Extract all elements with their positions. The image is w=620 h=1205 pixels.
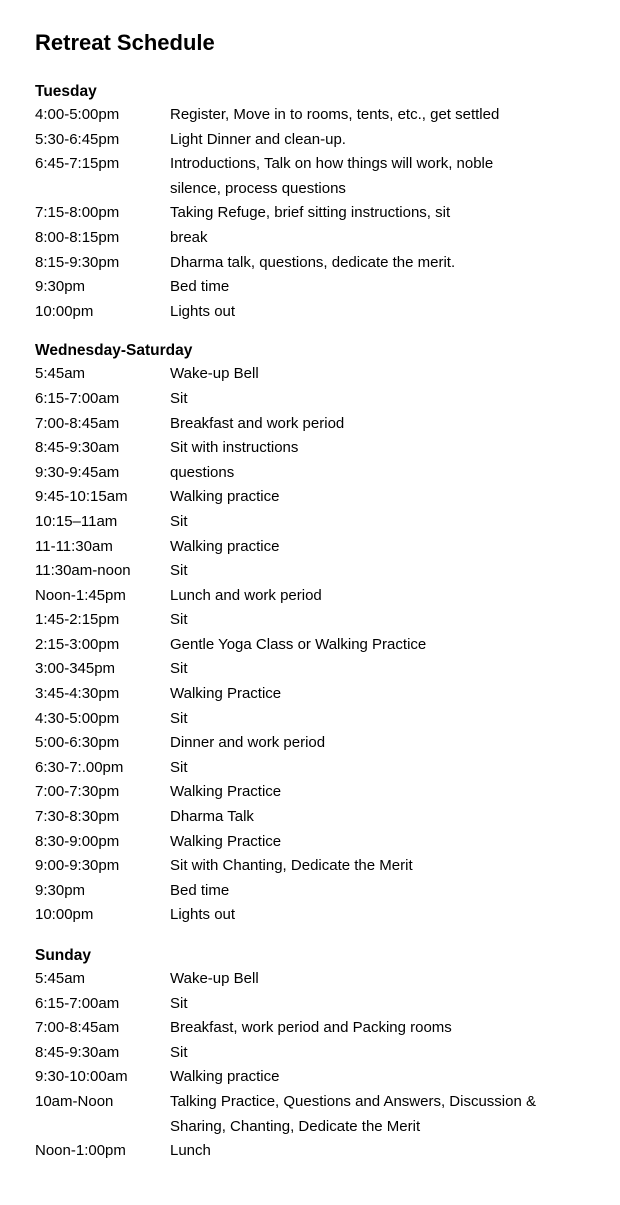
schedule-activity: Walking Practice — [170, 832, 282, 850]
schedule-row — [35, 226, 605, 251]
schedule-sections — [35, 81, 605, 1164]
schedule-activity: Lunch and work period — [170, 586, 322, 604]
schedule-time: 7:00-8:45am — [35, 414, 120, 432]
schedule-activity: questions — [170, 463, 235, 481]
schedule-time: 9:30-10:00am — [35, 1068, 128, 1086]
schedule-activity: Walking practice — [170, 488, 280, 506]
schedule-activity: Walking Practice — [170, 783, 282, 801]
schedule-row — [35, 1065, 605, 1090]
schedule-time: 4:30-5:00pm — [35, 709, 120, 727]
schedule-time: 8:30-9:00pm — [35, 832, 120, 850]
schedule-activity: Sit — [170, 660, 188, 678]
schedule-row — [35, 657, 605, 682]
schedule-row — [35, 535, 605, 560]
schedule-time: 6:15-7:00am — [35, 994, 120, 1012]
schedule-row — [35, 879, 605, 904]
schedule-time: 3:00-345pm — [35, 660, 116, 678]
schedule-activity: Sit — [170, 758, 188, 776]
schedule-activity: Sit — [170, 389, 188, 407]
schedule-activity: break — [170, 228, 208, 246]
schedule-row — [35, 992, 605, 1017]
schedule-row — [35, 559, 605, 584]
schedule-time: 5:00-6:30pm — [35, 734, 120, 752]
schedule-activity: Dharma Talk — [170, 808, 254, 826]
schedule-row — [35, 510, 605, 535]
schedule-section — [35, 945, 605, 1164]
schedule-time: 9:45-10:15am — [35, 488, 128, 506]
schedule-row — [35, 436, 605, 461]
schedule-activity: Lights out — [170, 906, 236, 924]
schedule-activity: Walking practice — [170, 1068, 280, 1086]
schedule-time: 11:30am-noon — [35, 562, 131, 580]
schedule-activity: Wake-up Bell — [170, 365, 259, 383]
schedule-activity: Walking practice — [170, 537, 280, 555]
schedule-time: 6:15-7:00am — [35, 389, 120, 407]
schedule-row — [35, 362, 605, 387]
schedule-row — [35, 128, 605, 153]
schedule-time: 5:45am — [35, 365, 86, 383]
schedule-activity: Breakfast, work period and Packing rooms — [170, 1019, 452, 1037]
schedule-time: 9:30-9:45am — [35, 463, 120, 481]
schedule-time: 8:00-8:15pm — [35, 228, 120, 246]
schedule-row — [35, 830, 605, 855]
section-heading: Wednesday-Saturday — [35, 342, 193, 360]
schedule-activity: Lights out — [170, 302, 236, 320]
schedule-row — [35, 633, 605, 658]
schedule-row — [35, 387, 605, 412]
page-title: Retreat Schedule — [35, 30, 215, 55]
schedule-time: 5:30-6:45pm — [35, 130, 120, 148]
schedule-activity: Sit — [170, 1043, 188, 1061]
schedule-row — [35, 1016, 605, 1041]
schedule-row — [35, 251, 605, 276]
schedule-row — [35, 1090, 605, 1139]
schedule-time: 1:45-2:15pm — [35, 611, 120, 629]
schedule-time: 8:45-9:30am — [35, 439, 120, 457]
schedule-time: 7:00-8:45am — [35, 1019, 120, 1037]
schedule-activity: Talking Practice, Questions and Answers, Discussion & Sharing, Chanting, Dedicate the Merit — [170, 1092, 536, 1135]
schedule-activity: Dharma talk, questions, dedicate the merit. — [170, 253, 456, 271]
schedule-row — [35, 903, 605, 928]
schedule-activity: Bed time — [170, 278, 230, 296]
schedule-row — [35, 103, 605, 128]
schedule-row — [35, 1041, 605, 1066]
schedule-activity: Introductions, Talk on how things will work, noble silence, process questions — [170, 155, 494, 197]
schedule-time: 8:15-9:30pm — [35, 253, 120, 271]
schedule-row — [35, 412, 605, 437]
schedule-time: Noon-1:45pm — [35, 586, 126, 604]
schedule-row — [35, 584, 605, 609]
schedule-time: 10:15–11am — [35, 512, 118, 530]
schedule-activity: Sit — [170, 994, 188, 1012]
schedule-row — [35, 608, 605, 633]
section-heading: Sunday — [35, 947, 91, 964]
schedule-time: 7:00-7:30pm — [35, 783, 120, 801]
schedule-activity: Bed time — [170, 881, 230, 899]
section-heading: Tuesday — [35, 83, 97, 100]
schedule-document — [35, 28, 605, 1164]
schedule-row — [35, 854, 605, 879]
schedule-activity: Lunch — [170, 1142, 211, 1160]
schedule-row — [35, 682, 605, 707]
schedule-time: Noon-1:00pm — [35, 1142, 126, 1160]
schedule-time: 6:30-7:.00pm — [35, 758, 124, 776]
schedule-activity: Register, Move in to rooms, tents, etc., get settled — [170, 106, 500, 123]
schedule-activity: Taking Refuge, brief sitting instructions, sit — [170, 204, 451, 222]
schedule-activity: Light Dinner and clean-up. — [170, 130, 346, 148]
schedule-activity: Sit with Chanting, Dedicate the Merit — [170, 857, 413, 875]
schedule-row — [35, 201, 605, 226]
schedule-row — [35, 707, 605, 732]
schedule-time: 10:00pm — [35, 906, 94, 924]
schedule-time: 6:45-7:15pm — [35, 155, 120, 173]
schedule-activity: Breakfast and work period — [170, 414, 345, 432]
schedule-row — [35, 275, 605, 300]
schedule-row — [35, 300, 605, 325]
schedule-time: 3:45-4:30pm — [35, 685, 120, 703]
schedule-activity: Sit — [170, 709, 188, 727]
schedule-row — [35, 485, 605, 510]
schedule-time: 9:30pm — [35, 881, 86, 899]
schedule-activity: Sit — [170, 611, 188, 629]
schedule-time: 11-11:30am — [35, 537, 113, 555]
schedule-time: 2:15-3:00pm — [35, 635, 120, 653]
schedule-time: 4:00-5:00pm — [35, 106, 120, 123]
schedule-row — [35, 152, 605, 201]
schedule-time: 10am-Noon — [35, 1092, 114, 1110]
schedule-time: 9:30pm — [35, 278, 86, 296]
schedule-section — [35, 340, 605, 928]
schedule-row — [35, 805, 605, 830]
schedule-row — [35, 967, 605, 992]
schedule-time: 8:45-9:30am — [35, 1043, 120, 1061]
schedule-time: 7:30-8:30pm — [35, 808, 120, 826]
schedule-time: 7:15-8:00pm — [35, 204, 120, 222]
schedule-activity: Sit — [170, 512, 188, 530]
schedule-row — [35, 756, 605, 781]
schedule-row — [35, 461, 605, 486]
schedule-activity: Walking Practice — [170, 685, 282, 703]
schedule-time: 10:00pm — [35, 302, 94, 320]
schedule-activity: Dinner and work period — [170, 734, 326, 752]
schedule-row — [35, 1139, 605, 1164]
schedule-time: 9:00-9:30pm — [35, 857, 120, 875]
schedule-activity: Gentle Yoga Class or Walking Practice — [170, 635, 427, 653]
schedule-activity: Sit with instructions — [170, 439, 299, 457]
schedule-row — [35, 731, 605, 756]
schedule-activity: Sit — [170, 562, 188, 580]
schedule-time: 5:45am — [35, 970, 86, 987]
schedule-row — [35, 780, 605, 805]
schedule-activity: Wake-up Bell — [170, 970, 259, 987]
schedule-section — [35, 81, 605, 324]
